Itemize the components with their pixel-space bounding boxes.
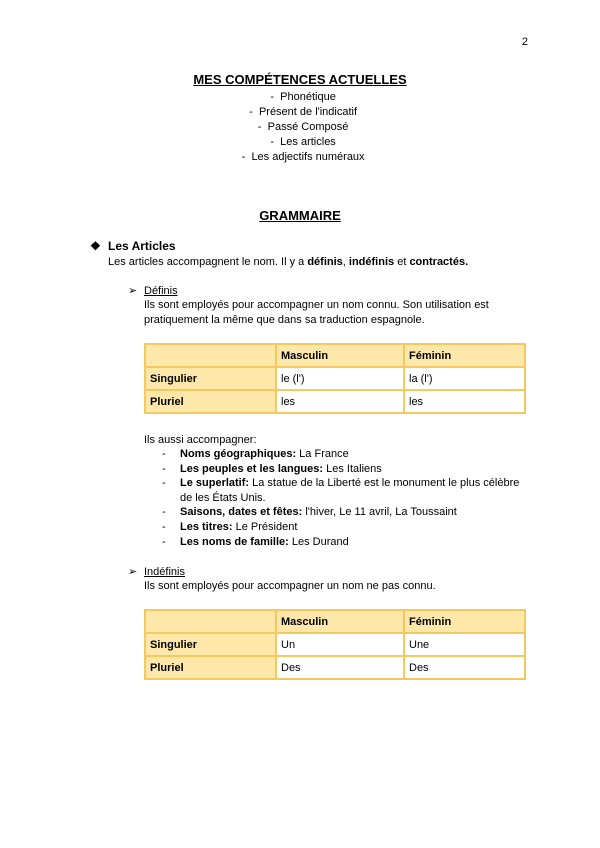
table-cell: Des	[404, 656, 525, 679]
table-cell: les	[276, 390, 404, 413]
list-item: - Le superlatif: La statue de la Liberté est le monument le plus célèbre de les États Unis.	[160, 476, 530, 505]
table-cell: le (l')	[276, 367, 404, 390]
table-cell: Une	[404, 633, 525, 656]
table-header-cell	[145, 344, 276, 367]
list-item: - Phonétique	[270, 91, 336, 103]
articles-heading: ❖ Les Articles	[90, 239, 176, 253]
indefinis-description: Ils sont employés pour accompagner un nom ne pas connu.	[144, 580, 436, 592]
definis-table	[144, 343, 526, 414]
table-row	[145, 367, 525, 390]
list-item: - Les articles	[270, 136, 336, 148]
table-header-cell: Féminin	[404, 344, 525, 367]
table-header-cell: Masculin	[276, 610, 404, 633]
table-row	[145, 656, 525, 679]
diamond-bullet-icon: ❖	[90, 239, 101, 253]
arrow-bullet-icon: ➢	[128, 285, 138, 297]
table-cell: Un	[276, 633, 404, 656]
definis-heading: ➢ Définis	[128, 285, 178, 297]
page-number: 2	[521, 36, 528, 48]
list-item: - Les noms de famille: Les Durand	[160, 535, 530, 550]
usage-list	[160, 447, 530, 549]
table-cell: Des	[276, 656, 404, 679]
list-item: - Les adjectifs numéraux	[241, 151, 365, 163]
table-row	[145, 344, 525, 367]
table-row-header: Singulier	[145, 633, 276, 656]
list-item: - Les titres: Le Président	[160, 520, 530, 535]
table-row-header: Pluriel	[145, 656, 276, 679]
indefinis-heading: ➢ Indéfinis	[128, 566, 185, 578]
table-row	[145, 390, 525, 413]
arrow-bullet-icon: ➢	[128, 566, 138, 578]
table-header-cell: Masculin	[276, 344, 404, 367]
list-item: - Les peuples et les langues: Les Italiens	[160, 462, 530, 477]
table-header-cell	[145, 610, 276, 633]
list-item: - Passé Composé	[257, 121, 349, 133]
articles-intro: Les articles accompagnent le nom. Il y a définis, indéfinis et contractés.	[108, 256, 469, 268]
table-row	[145, 610, 525, 633]
list-item: - Saisons, dates et fêtes: l'hiver, Le 11 avril, La Toussaint	[160, 505, 530, 520]
table-header-cell: Féminin	[404, 610, 525, 633]
definis-description: Ils sont employés pour accompagner un nom connu. Son utilisation est pratiquement la même que dans sa traduction espagnole.	[144, 299, 489, 326]
competences-list	[0, 90, 600, 165]
table-row-header: Singulier	[145, 367, 276, 390]
list-item: - Présent de l'indicatif	[249, 106, 358, 118]
table-row-header: Pluriel	[145, 390, 276, 413]
grammaire-title: GRAMMAIRE	[259, 208, 341, 223]
table-cell: les	[404, 390, 525, 413]
table-row	[145, 633, 525, 656]
usage-intro: Ils aussi accompagner:	[144, 434, 257, 446]
competences-title: MES COMPÉTENCES ACTUELLES	[193, 72, 407, 87]
list-item: - Noms géographiques: La France	[160, 447, 530, 462]
table-cell: la (l')	[404, 367, 525, 390]
indefinis-table	[144, 609, 526, 680]
